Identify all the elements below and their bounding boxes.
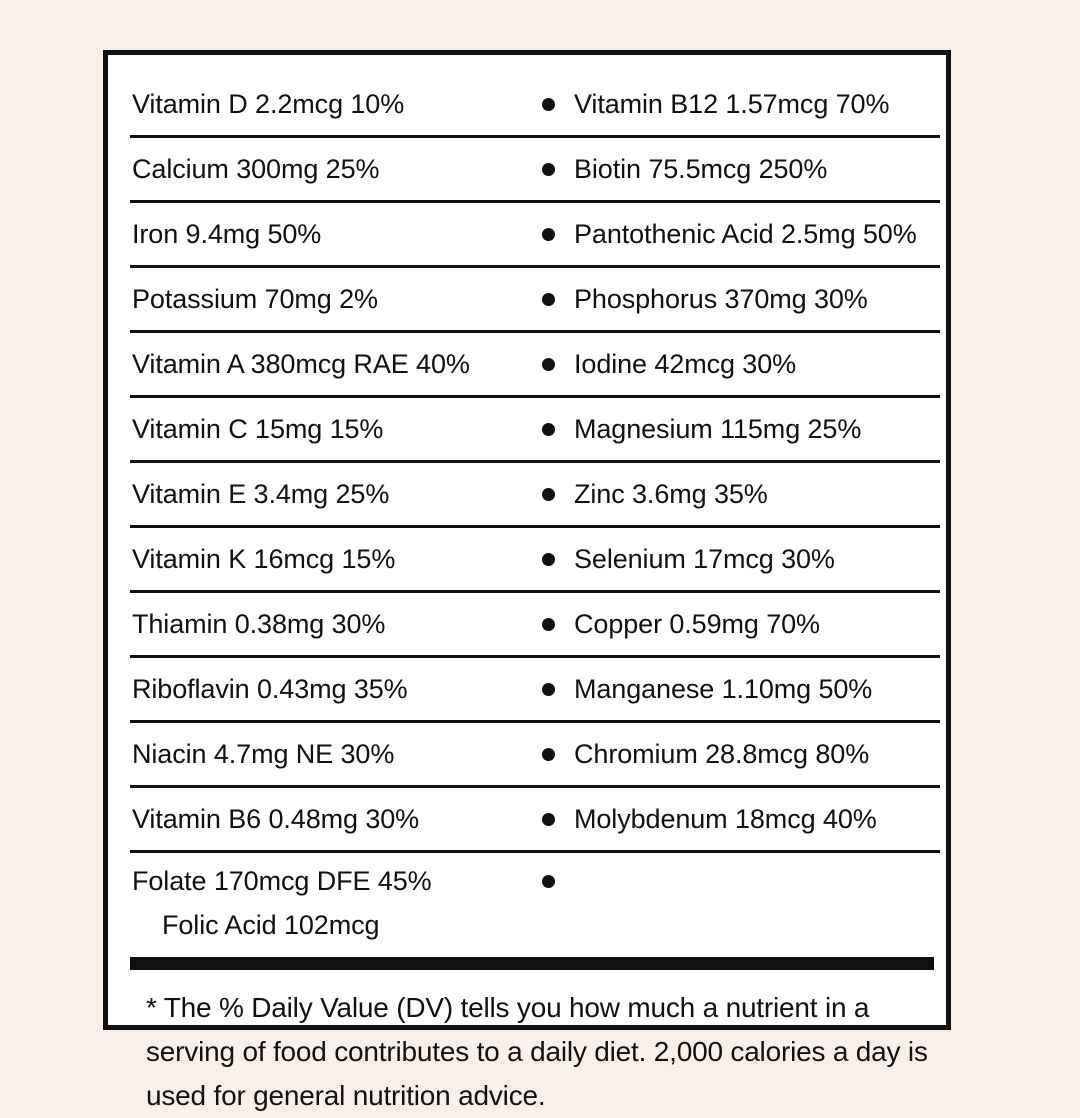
- table-row: [130, 202, 940, 267]
- nutrient-left-folate: [130, 852, 526, 956]
- nutrient-left: Vitamin C 15mg 15%: [132, 414, 384, 444]
- bullet-icon: [526, 462, 570, 527]
- nutrient-right: Iodine 42mcg 30%: [574, 349, 797, 379]
- table-row: [130, 657, 940, 722]
- nutrition-facts-content: [130, 73, 934, 1118]
- bullet-icon: [526, 267, 570, 332]
- nutrient-right: Pantothenic Acid 2.5mg 50%: [574, 219, 917, 249]
- nutrient-right: Molybdenum 18mcg 40%: [574, 804, 877, 834]
- bullet-icon: [526, 397, 570, 462]
- nutrient-right: Selenium 17mcg 30%: [574, 544, 835, 574]
- table-row: [130, 787, 940, 852]
- bullet-icon: [526, 852, 570, 956]
- nutrient-left: Niacin 4.7mg NE 30%: [132, 739, 395, 769]
- thick-divider: [130, 957, 934, 970]
- folate-sub: Folic Acid 102mcg: [162, 910, 380, 940]
- nutrient-right: Biotin 75.5mcg 250%: [574, 154, 828, 184]
- nutrient-left: Riboflavin 0.43mg 35%: [132, 674, 408, 704]
- bullet-icon: [526, 592, 570, 657]
- table-row: [130, 332, 940, 397]
- nutrient-left: Vitamin K 16mcg 15%: [132, 544, 396, 574]
- nutrient-left: Potassium 70mg 2%: [132, 284, 378, 314]
- nutrient-left: Vitamin E 3.4mg 25%: [132, 479, 390, 509]
- nutrient-left: Vitamin A 380mcg RAE 40%: [132, 349, 470, 379]
- nutrient-table-body: [130, 73, 940, 955]
- nutrient-left: Iron 9.4mg 50%: [132, 219, 322, 249]
- daily-value-footnote: * The % Daily Value (DV) tells you how much a nutrient in a serving of food contributes to a daily diet. 2,000 calories a day is used for general nutrition advice.: [146, 992, 928, 1111]
- bullet-icon: [526, 722, 570, 787]
- table-row: [130, 722, 940, 787]
- table-row-folate: [130, 852, 940, 956]
- table-row: [130, 267, 940, 332]
- table-row: [130, 397, 940, 462]
- folate-main: Folate 170mcg DFE 45%: [132, 866, 432, 896]
- table-row: [130, 73, 940, 137]
- nutrient-right: Chromium 28.8mcg 80%: [574, 739, 870, 769]
- table-row: [130, 527, 940, 592]
- nutrition-facts-panel: [103, 50, 951, 1111]
- bullet-icon: [526, 202, 570, 267]
- nutrient-left: Calcium 300mg 25%: [132, 154, 380, 184]
- bullet-icon: [526, 137, 570, 202]
- bullet-icon: [526, 657, 570, 722]
- nutrient-right: Zinc 3.6mg 35%: [574, 479, 768, 509]
- nutrient-right: Manganese 1.10mg 50%: [574, 674, 873, 704]
- bullet-icon: [526, 787, 570, 852]
- bullet-icon: [526, 527, 570, 592]
- nutrient-right: Phosphorus 370mg 30%: [574, 284, 868, 314]
- bullet-icon: [526, 332, 570, 397]
- nutrient-left: Thiamin 0.38mg 30%: [132, 609, 386, 639]
- nutrient-left: Vitamin B6 0.48mg 30%: [132, 804, 420, 834]
- table-row: [130, 137, 940, 202]
- bullet-icon: [526, 73, 570, 137]
- nutrient-right: Vitamin B12 1.57mcg 70%: [574, 89, 890, 119]
- nutrient-left: Vitamin D 2.2mcg 10%: [132, 89, 405, 119]
- nutrient-right: Copper 0.59mg 70%: [574, 609, 820, 639]
- nutrient-right: Magnesium 115mg 25%: [574, 414, 862, 444]
- nutrient-right-empty: [570, 852, 940, 956]
- table-row: [130, 462, 940, 527]
- table-row: [130, 592, 940, 657]
- nutrient-table: [130, 73, 940, 955]
